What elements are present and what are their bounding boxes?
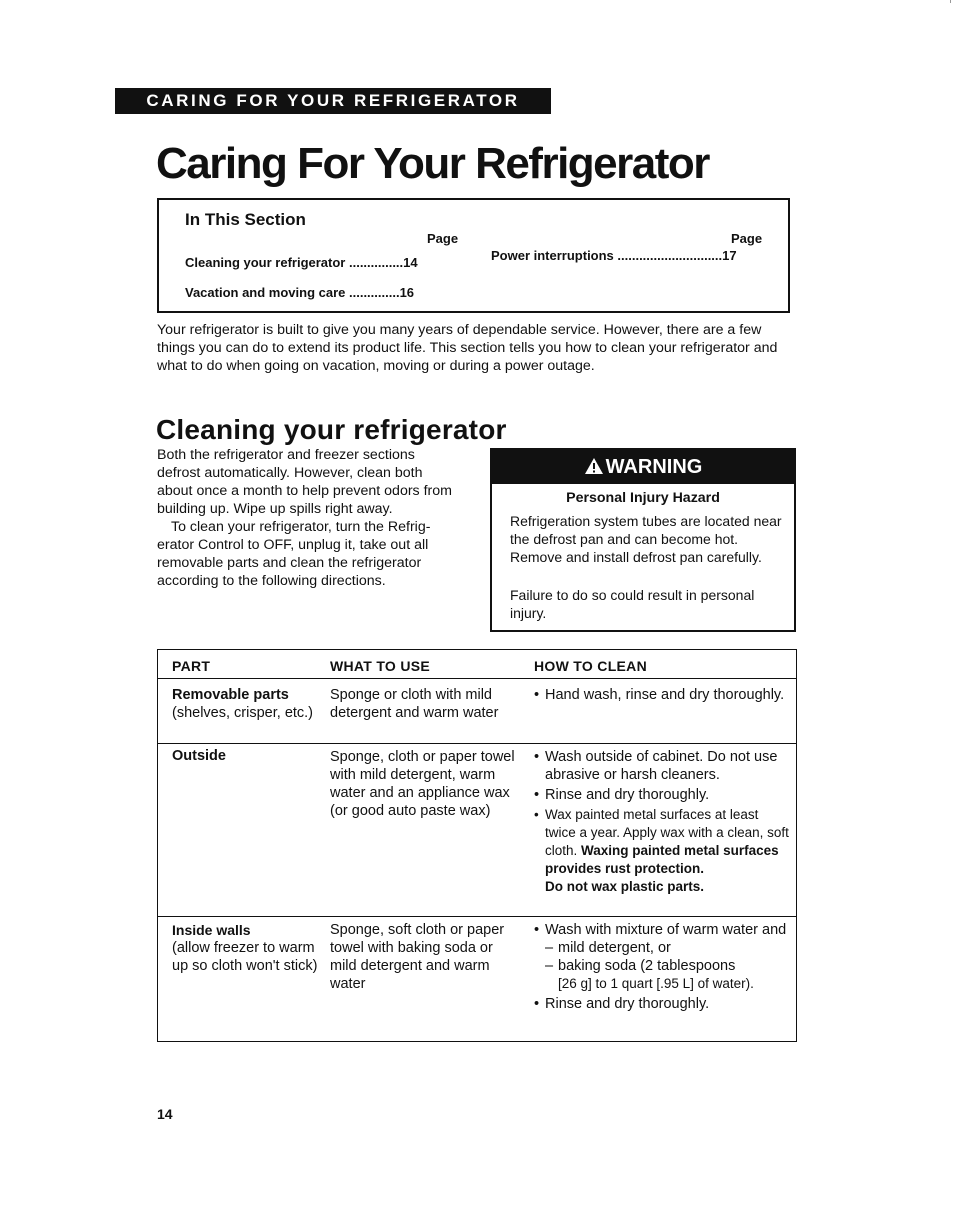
column-header-part: PART [172, 658, 211, 674]
wash-instruction: Wash with mixture of warm water and [545, 922, 787, 938]
corner-mark [950, 0, 951, 3]
column-header-what-to-use: WHAT TO USE [330, 658, 431, 674]
part-title: Inside walls [172, 922, 251, 938]
list-item [528, 921, 790, 993]
what-to-use: Sponge or cloth with mild detergent and warm water [330, 687, 499, 721]
cleaning-paragraph: To clean your refrigerator, turn the Refrig- erator Control to OFF, unplug it, take out all removable parts and clean the refrigerator according to the following directions. [157, 519, 431, 589]
toc-entry-page: 17 [722, 248, 737, 263]
cleaning-intro [157, 446, 457, 590]
list-item: • Rinse and dry thoroughly. [528, 786, 790, 804]
warning-title: Personal Injury Hazard [566, 490, 720, 506]
warning-text: Failure to do so could result in personal injury. [510, 587, 755, 621]
warning-triangle-icon [584, 452, 604, 486]
measurement-note: [26 g] to 1 quart [.95 L] of water). [558, 976, 754, 991]
sub-list-item: – mild detergent, or [545, 939, 790, 957]
toc-entry-label: Cleaning your refrigerator ............... [185, 255, 404, 270]
what-to-use: Sponge, cloth or paper towel with mild detergent, warm water and an appliance wax (or good auto paste wax) [330, 749, 515, 819]
warning-label: WARNING [605, 456, 703, 478]
list-item: • Wash outside of cabinet. Do not use abrasive or harsh cleaners. [528, 748, 790, 784]
care-table [157, 649, 797, 1042]
table-row [172, 686, 322, 722]
toc-heading: In This Section [185, 210, 306, 229]
toc-entry-label: Vacation and moving care .............. [185, 285, 400, 300]
sub-list-item: – baking soda (2 tablespoons [545, 957, 790, 975]
table-divider [158, 678, 796, 679]
cleaning-paragraph: Both the refrigerator and freezer sections defrost automatically. However, clean both about once a month to help prevent odors from building up. Wipe up spills right away. [157, 447, 452, 517]
part-title: Outside [172, 748, 226, 764]
list-item: • Rinse and dry thoroughly. [528, 995, 790, 1013]
section-banner: CARING FOR YOUR REFRIGERATOR [115, 88, 551, 114]
toc-entry-page: 16 [399, 285, 415, 300]
how-to-clean [528, 748, 790, 898]
list-item [528, 806, 790, 896]
warning-box [490, 448, 796, 632]
page-title: Caring For Your Refrigerator [156, 139, 709, 188]
how-to-clean [528, 921, 790, 1015]
part-note: (allow freezer to warm up so cloth won't stick) [172, 940, 318, 974]
table-row [172, 747, 322, 765]
what-to-use: Sponge, soft cloth or paper towel with baking soda or mild detergent and warm water [330, 922, 505, 992]
part-title: Removable parts [172, 687, 289, 703]
cleaning-heading: Cleaning your refrigerator [156, 414, 507, 445]
part-note: (shelves, crisper, etc.) [172, 705, 314, 721]
wax-benefit: Waxing painted metal surfaces provides rust protection. [545, 843, 779, 876]
how-to-clean [528, 686, 790, 706]
toc-entry-power[interactable] [491, 248, 737, 263]
wax-instruction: Wax painted metal surfaces at least twice a year. Apply wax with a clean, soft cloth. [545, 807, 789, 858]
table-row [172, 921, 322, 975]
toc-box [157, 198, 790, 313]
table-divider [158, 916, 796, 917]
toc-entry-label: Power interruptions ............................. [491, 248, 723, 263]
page-number: 14 [157, 1106, 173, 1122]
wax-caution: Do not wax plastic parts. [545, 879, 705, 894]
list-item: • Hand wash, rinse and dry thoroughly. [528, 686, 790, 704]
toc-entry-page: 14 [403, 255, 418, 270]
intro-paragraph: Your refrigerator is built to give you many years of dependable service. However, there are a few things you can do to extend its product life. This section tells you how to clean your refrigerator and what to do when going on vacation, moving or during a power outage. [157, 322, 778, 374]
warning-text: Refrigeration system tubes are located near the defrost pan and can become hot. Remove and install defrost pan carefully. [510, 513, 782, 565]
toc-entry-cleaning[interactable] [185, 255, 418, 270]
table-divider [158, 743, 796, 744]
warning-header [492, 450, 794, 484]
toc-page-header: Page [427, 231, 459, 246]
toc-page-header: Page [731, 231, 763, 246]
toc-entry-vacation[interactable] [185, 285, 414, 300]
column-header-how-to-clean: HOW TO CLEAN [534, 658, 648, 674]
